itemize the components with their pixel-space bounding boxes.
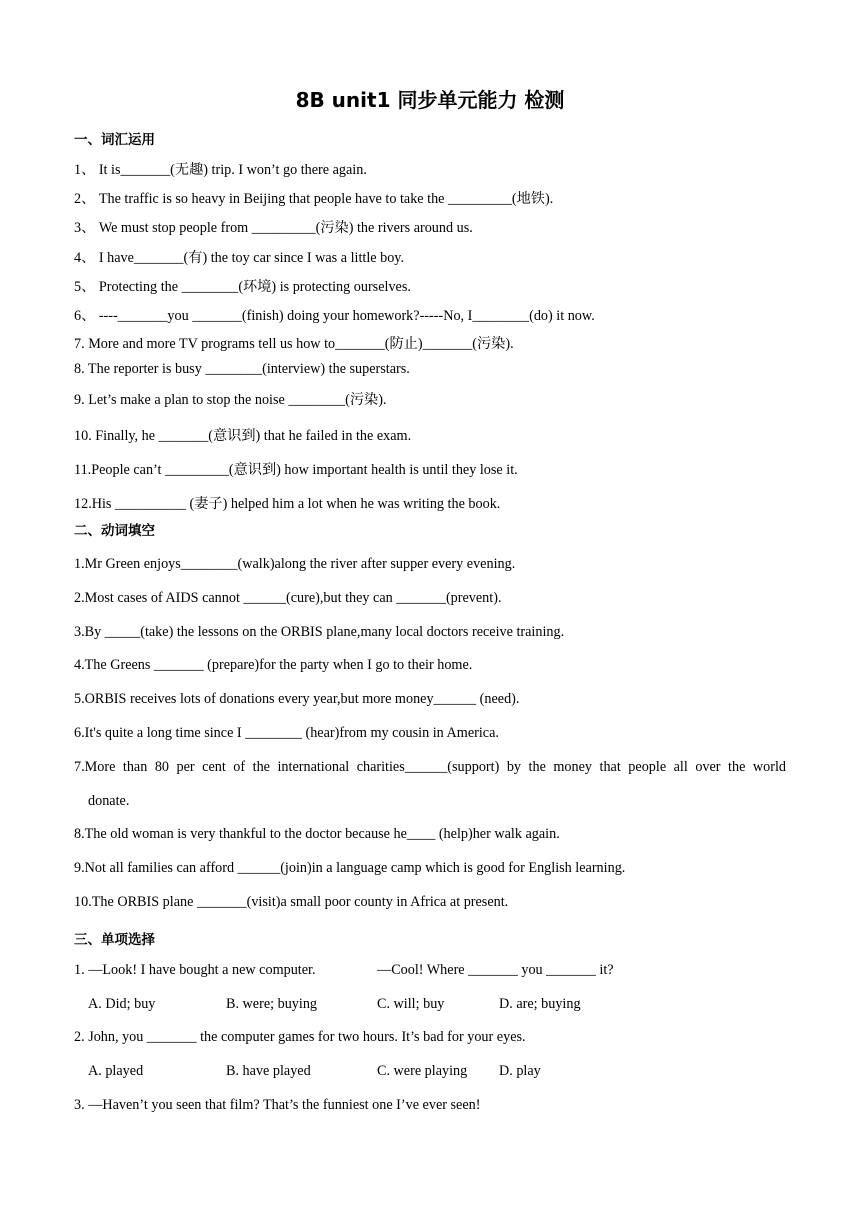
vocab-item-4: 4、 I have_______(有) the toy car since I was a little boy. xyxy=(74,250,405,266)
vocab-item-9: 9. Let’s make a plan to stop the noise ________(污染). xyxy=(74,392,387,408)
choice-q3-prompt: 3. —Haven’t you seen that film? That’s the funniest one I’ve ever seen! xyxy=(74,1097,481,1113)
vocab-item-8: 8. The reporter is busy ________(interview) the superstars. xyxy=(74,361,410,377)
choice-q2-prompt: 2. John, you _______ the computer games for two hours. It’s bad for your eyes. xyxy=(74,1029,526,1045)
section-heading-vocabulary: 一、词汇运用 xyxy=(74,132,155,148)
page-title: 8B unit1 同步单元能力 检测 xyxy=(295,88,565,112)
choice-q1-option-d: D. are; buying xyxy=(499,996,581,1012)
vocab-item-12: 12.His __________ (妻子) helped him a lot when he was writing the book. xyxy=(74,496,501,512)
verb-item-8: 8.The old woman is very thankful to the doctor because he____ (help)her walk again. xyxy=(74,826,560,842)
vocab-item-1: 1、 It is_______(无趣) trip. I won’t go there again. xyxy=(74,162,367,178)
choice-q1-reply: —Cool! Where _______ you _______ it? xyxy=(377,962,614,978)
verb-item-7-continued: donate. xyxy=(88,793,130,809)
choice-q1-option-b: B. were; buying xyxy=(226,996,318,1012)
verb-item-6: 6.It's quite a long time since I ________ (hear)from my cousin in America. xyxy=(74,725,499,741)
vocab-item-3: 3、 We must stop people from _________(污染) the rivers around us. xyxy=(74,220,473,236)
choice-q1-prompt: 1. —Look! I have bought a new computer. xyxy=(74,962,316,978)
vocab-item-5: 5、 Protecting the ________(环境) is protecting ourselves. xyxy=(74,279,411,295)
section-heading-verbs: 二、动词填空 xyxy=(74,523,155,539)
verb-item-5: 5.ORBIS receives lots of donations every year,but more money______ (need). xyxy=(74,691,520,707)
verb-item-10: 10.The ORBIS plane _______(visit)a small poor county in Africa at present. xyxy=(74,894,509,910)
section-heading-multiple-choice: 三、单项选择 xyxy=(74,932,155,948)
choice-q2-option-b: B. have played xyxy=(226,1063,311,1079)
verb-item-4: 4.The Greens _______ (prepare)for the party when I go to their home. xyxy=(74,657,473,673)
choice-q1-option-a: A. Did; buy xyxy=(88,996,156,1012)
verb-item-7: 7.More than 80 per cent of the international charities______(support) by the money that people all over the world xyxy=(74,759,786,775)
choice-q1-option-c: C. will; buy xyxy=(377,996,445,1012)
verb-item-9: 9.Not all families can afford ______(join)in a language camp which is good for English learning. xyxy=(74,860,626,876)
vocab-item-11: 11.People can’t _________(意识到) how important health is until they lose it. xyxy=(74,462,518,478)
verb-item-3: 3.By _____(take) the lessons on the ORBIS plane,many local doctors receive training. xyxy=(74,624,565,640)
vocab-item-2: 2、 The traffic is so heavy in Beijing that people have to take the _________(地铁). xyxy=(74,191,554,207)
vocab-item-7: 7. More and more TV programs tell us how to_______(防止)_______(污染). xyxy=(74,336,514,352)
verb-item-2: 2.Most cases of AIDS cannot ______(cure),but they can _______(prevent). xyxy=(74,590,502,606)
vocab-item-6: 6、 ----_______you _______(finish) doing your homework?-----No, I________(do) it now. xyxy=(74,308,595,324)
choice-q2-option-c: C. were playing xyxy=(377,1063,468,1079)
vocab-item-10: 10. Finally, he _______(意识到) that he failed in the exam. xyxy=(74,428,412,444)
choice-q2-option-a: A. played xyxy=(88,1063,144,1079)
choice-q2-option-d: D. play xyxy=(499,1063,541,1079)
verb-item-1: 1.Mr Green enjoys________(walk)along the river after supper every evening. xyxy=(74,556,516,572)
